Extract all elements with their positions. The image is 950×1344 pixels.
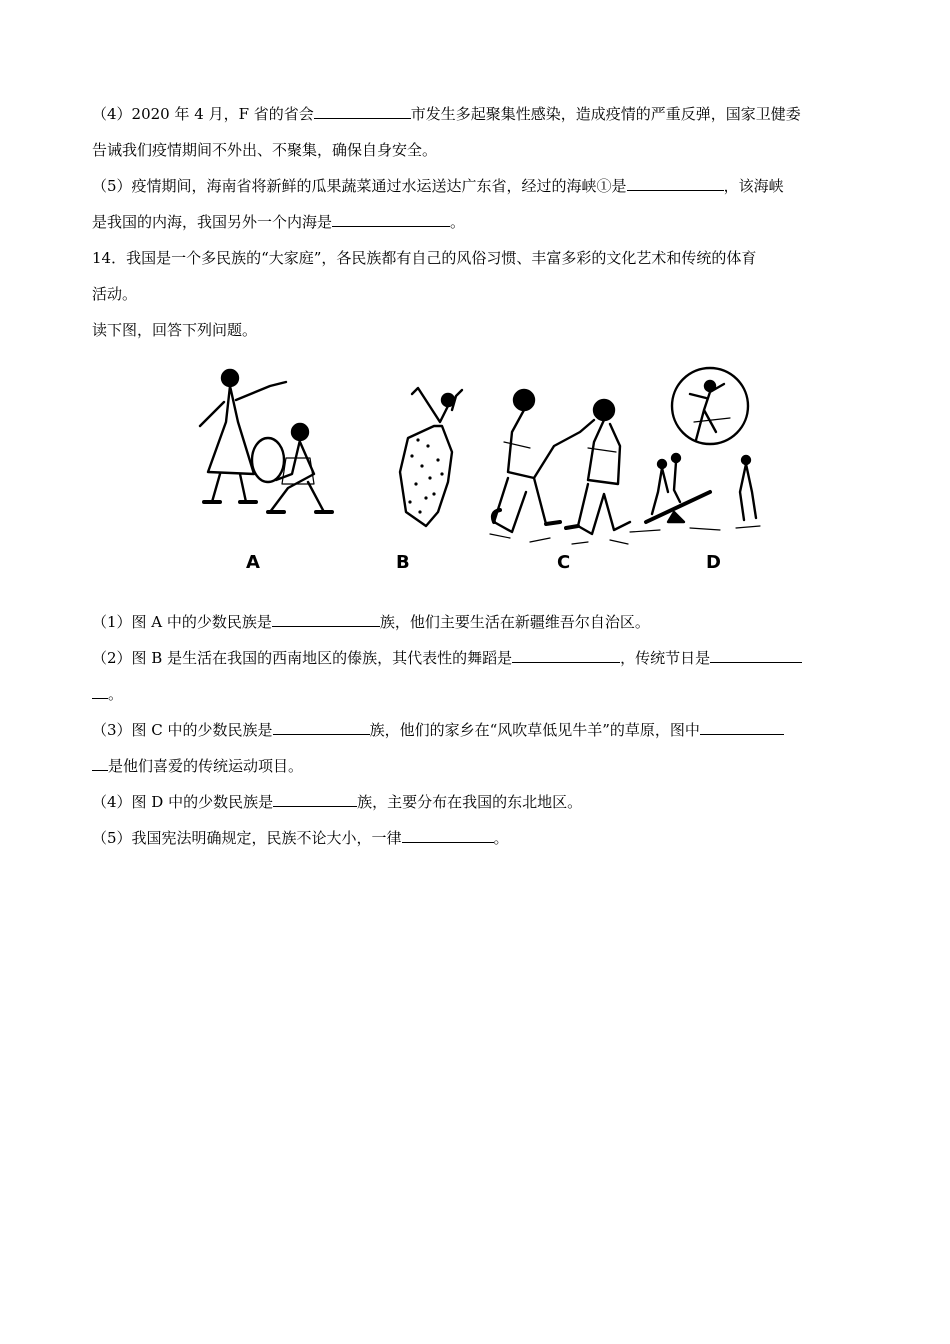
figure-d-korean-seesaw-drawing xyxy=(630,368,760,532)
figure-label-b: B xyxy=(396,552,410,573)
answer-blank[interactable] xyxy=(627,176,724,191)
q14-sub3-line2: 是他们喜爱的传统运动项目。 xyxy=(92,756,862,776)
q14-stem-line1: 14．我国是一个多民族的“大家庭”，各民族都有自己的风俗习惯、丰富多彩的文化艺术和传统的体育 xyxy=(92,249,757,267)
figure-label-a: A xyxy=(246,552,260,573)
q13-part5-line2: 是我国的内海，我国另外一个内海是 。 xyxy=(92,213,466,231)
answer-blank[interactable] xyxy=(512,648,620,663)
q13-part5-line1: （5）疫情期间，海南省将新鲜的瓜果蔬菜通过水运送达广东省，经过的海峡①是 ，该海峡 xyxy=(92,177,784,195)
figure-b-dai-dance-drawing xyxy=(400,388,462,526)
answer-blank[interactable] xyxy=(314,104,411,119)
q14-instruction: 读下图，回答下列问题。 xyxy=(92,321,258,339)
figure-a-uyghur-dance-drawing xyxy=(200,370,332,512)
q14-sub1: （1）图 A 中的少数民族是 族，他们主要生活在新疆维吾尔自治区。 xyxy=(92,613,650,631)
answer-blank[interactable] xyxy=(92,756,108,771)
figure-c-mongolian-wrestling-drawing xyxy=(490,390,630,544)
q14-stem-line2: 活动。 xyxy=(92,285,138,303)
q13-part4-line2: 告诫我们疫情期间不外出、不聚集，确保自身安全。 xyxy=(92,141,438,159)
answer-blank[interactable] xyxy=(273,792,357,807)
answer-blank[interactable] xyxy=(710,648,802,663)
q14-sub4: （4）图 D 中的少数民族是 族，主要分布在我国的东北地区。 xyxy=(92,793,583,811)
ethnic-groups-figure xyxy=(190,362,780,582)
answer-blank[interactable] xyxy=(272,612,380,627)
q14-sub3-line1: （3）图 C 中的少数民族是 族，他们的家乡在“风吹草低见牛羊”的草原，图中 xyxy=(92,720,862,740)
q14-sub2-line2: 。 xyxy=(92,684,862,704)
answer-blank[interactable] xyxy=(332,212,450,227)
figure-label-d: D xyxy=(706,552,721,573)
answer-blank[interactable] xyxy=(700,720,784,735)
answer-blank[interactable] xyxy=(273,720,370,735)
q14-sub2-line1: （2）图 B 是生活在我国的西南地区的傣族，其代表性的舞蹈是 ，传统节日是 xyxy=(92,648,862,668)
q13-part4-line1: （4）2020 年 4 月，F 省的省会 市发生多起聚集性感染，造成疫情的严重反弹，国家卫健委 xyxy=(92,105,801,123)
figure-label-c: C xyxy=(557,552,571,573)
answer-blank[interactable] xyxy=(92,684,108,699)
answer-blank[interactable] xyxy=(402,828,494,843)
q14-sub5: （5）我国宪法明确规定，民族不论大小，一律 。 xyxy=(92,829,509,847)
